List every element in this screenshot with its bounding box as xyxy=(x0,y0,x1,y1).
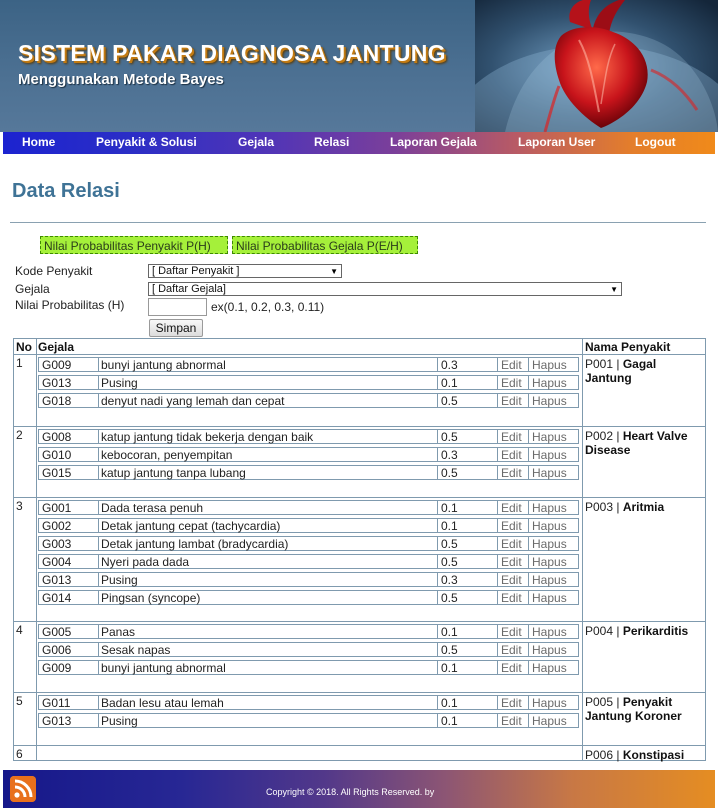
gejala-name: Pusing xyxy=(101,714,138,728)
edit-link[interactable]: Edit xyxy=(501,394,522,408)
cell-divider xyxy=(497,625,498,638)
cell-divider xyxy=(437,501,438,514)
header-banner xyxy=(0,0,718,132)
cell-divider xyxy=(528,714,529,727)
gejala-code: G006 xyxy=(42,643,72,657)
disease-code: P002 xyxy=(585,429,614,443)
table-row xyxy=(38,572,579,587)
cell-divider xyxy=(497,519,498,532)
table-row xyxy=(38,500,579,515)
table-border xyxy=(13,354,706,355)
probability-value: 0.5 xyxy=(441,430,458,444)
cell-divider xyxy=(98,537,99,550)
cell-divider xyxy=(437,643,438,656)
cell-divider xyxy=(528,573,529,586)
gejala-name: kebocoran, penyempitan xyxy=(101,448,233,462)
gejala-code: G013 xyxy=(42,376,72,390)
disease-name-cell: P001 | Gagal Jantung xyxy=(585,357,657,385)
edit-link[interactable]: Edit xyxy=(501,376,522,390)
hapus-link[interactable]: Hapus xyxy=(532,501,567,515)
cell-divider xyxy=(98,661,99,674)
probability-value: 0.5 xyxy=(441,555,458,569)
table-row xyxy=(38,429,579,444)
gejala-name: Panas xyxy=(101,625,136,639)
gejala-label: Gejala xyxy=(15,282,50,296)
footer xyxy=(3,770,715,808)
prob-penyakit-button[interactable]: Nilai Probabilitas Penyakit P(H) xyxy=(40,236,228,254)
disease-code: P006 xyxy=(585,748,614,762)
probability-value: 0.5 xyxy=(441,394,458,408)
edit-link[interactable]: Edit xyxy=(501,625,522,639)
dropdown-arrow-icon: ▼ xyxy=(610,285,618,294)
cell-divider xyxy=(497,501,498,514)
cell-divider xyxy=(497,696,498,709)
cell-divider xyxy=(497,376,498,389)
cell-divider xyxy=(528,519,529,532)
hapus-link[interactable]: Hapus xyxy=(532,537,567,551)
cell-divider xyxy=(437,625,438,638)
probability-value: 0.1 xyxy=(441,661,458,675)
disease-code: P001 xyxy=(585,357,614,371)
disease-name: Perikarditis xyxy=(622,624,689,638)
cell-divider xyxy=(497,591,498,604)
cell-divider xyxy=(528,643,529,656)
cell-divider xyxy=(98,555,99,568)
cell-divider xyxy=(497,394,498,407)
table-row xyxy=(38,554,579,569)
probability-value: 0.5 xyxy=(441,537,458,551)
table-row xyxy=(38,447,579,462)
gejala-name: Pingsan (syncope) xyxy=(101,591,201,605)
gejala-name: katup jantung tidak bekerja dengan baik xyxy=(101,430,314,444)
probability-value: 0.1 xyxy=(441,696,458,710)
divider xyxy=(10,222,706,223)
cell-divider xyxy=(98,696,99,709)
cell-divider xyxy=(437,430,438,443)
row-number: 2 xyxy=(16,428,23,442)
page-title: Data Relasi xyxy=(12,180,120,202)
copyright-text: Copyright © 2018. All Rights Reserved. by xyxy=(266,787,435,797)
probability-value: 0.1 xyxy=(441,501,458,515)
table-row xyxy=(38,624,579,639)
table-border xyxy=(13,338,14,761)
cell-divider xyxy=(98,625,99,638)
gejala-name: Sesak napas xyxy=(101,643,171,657)
cell-divider xyxy=(98,501,99,514)
gejala-code: G001 xyxy=(42,501,72,515)
gejala-code: G008 xyxy=(42,430,72,444)
column-header-gejala: Gejala xyxy=(38,340,75,354)
cell-divider xyxy=(528,448,529,461)
edit-link[interactable]: Edit xyxy=(501,448,522,462)
kode-penyakit-label: Kode Penyakit xyxy=(15,264,93,278)
hapus-link[interactable]: Hapus xyxy=(532,625,567,639)
nav-laporan-user[interactable]: Laporan User xyxy=(518,135,596,149)
cell-divider xyxy=(528,625,529,638)
simpan-button[interactable]: Simpan xyxy=(149,319,203,337)
hapus-link[interactable]: Hapus xyxy=(532,358,567,372)
cell-divider xyxy=(98,466,99,479)
prob-gejala-button[interactable]: Nilai Probabilitas Gejala P(E/H) xyxy=(232,236,418,254)
cell-divider xyxy=(98,430,99,443)
cell-divider xyxy=(437,448,438,461)
edit-link[interactable]: Edit xyxy=(501,591,522,605)
hapus-link[interactable]: Hapus xyxy=(532,643,567,657)
edit-link[interactable]: Edit xyxy=(501,643,522,657)
gejala-name: denyut nadi yang lemah dan cepat xyxy=(101,394,285,408)
table-row xyxy=(38,465,579,480)
nav-relasi[interactable]: Relasi xyxy=(314,135,350,149)
cell-divider xyxy=(528,358,529,371)
cell-divider xyxy=(437,573,438,586)
cell-divider xyxy=(437,591,438,604)
disease-name-cell: P003 | Aritmia xyxy=(585,500,665,514)
hapus-link[interactable]: Hapus xyxy=(532,519,567,533)
cell-divider xyxy=(497,430,498,443)
cell-divider xyxy=(528,696,529,709)
cell-divider xyxy=(497,555,498,568)
table-row xyxy=(38,375,579,390)
cell-divider xyxy=(497,714,498,727)
row-number: 3 xyxy=(16,499,23,513)
gejala-name: Nyeri pada dada xyxy=(101,555,190,569)
gejala-name: katup jantung tanpa lubang xyxy=(101,466,246,480)
cell-divider xyxy=(98,714,99,727)
cell-divider xyxy=(497,643,498,656)
dropdown-arrow-icon: ▼ xyxy=(330,267,338,276)
gejala-code: G013 xyxy=(42,573,72,587)
cell-divider xyxy=(497,661,498,674)
nav-penyakit-solusi[interactable]: Penyakit & Solusi xyxy=(96,135,197,149)
prob-input[interactable] xyxy=(148,298,207,316)
hapus-link[interactable]: Hapus xyxy=(532,555,567,569)
column-header-no: No xyxy=(16,340,32,354)
cell-divider xyxy=(98,591,99,604)
nav-gejala[interactable]: Gejala xyxy=(238,135,275,149)
cell-divider xyxy=(437,358,438,371)
table-border xyxy=(13,338,706,339)
cell-divider xyxy=(497,573,498,586)
nav-logout[interactable]: Logout xyxy=(635,135,676,149)
cell-divider xyxy=(437,537,438,550)
cell-divider xyxy=(98,573,99,586)
cell-divider xyxy=(497,358,498,371)
gejala-code: G015 xyxy=(42,466,72,480)
row-number: 5 xyxy=(16,694,23,708)
cell-divider xyxy=(528,430,529,443)
probability-value: 0.3 xyxy=(441,358,458,372)
table-border xyxy=(705,338,706,761)
disease-name-cell: P006 | Konstipasi xyxy=(585,748,685,762)
cell-divider xyxy=(98,519,99,532)
edit-link[interactable]: Edit xyxy=(501,537,522,551)
hapus-link[interactable]: Hapus xyxy=(532,430,567,444)
hapus-link[interactable]: Hapus xyxy=(532,661,567,675)
cell-divider xyxy=(437,519,438,532)
gejala-name: Pusing xyxy=(101,573,138,587)
prob-label: Nilai Probabilitas (H) xyxy=(15,298,125,312)
table-border xyxy=(13,497,706,498)
hapus-link[interactable]: Hapus xyxy=(532,696,567,710)
table-row xyxy=(38,393,579,408)
disease-name-continued: Jantung xyxy=(585,371,632,385)
cell-divider xyxy=(98,358,99,371)
cell-divider xyxy=(437,466,438,479)
row-number: 1 xyxy=(16,356,23,370)
edit-link[interactable]: Edit xyxy=(501,714,522,728)
kode-penyakit-value: [ Daftar Penyakit ] xyxy=(152,265,240,277)
probability-value: 0.5 xyxy=(441,643,458,657)
gejala-value: [ Daftar Gejala] xyxy=(152,283,226,295)
disease-name-continued: Disease xyxy=(585,443,631,457)
probability-value: 0.1 xyxy=(441,376,458,390)
hapus-link[interactable]: Hapus xyxy=(532,591,567,605)
disease-name: Aritmia xyxy=(622,500,665,514)
edit-link[interactable]: Edit xyxy=(501,430,522,444)
kode-penyakit-select[interactable] xyxy=(148,264,342,278)
cell-divider xyxy=(437,555,438,568)
edit-link[interactable]: Edit xyxy=(501,501,522,515)
hapus-link[interactable]: Hapus xyxy=(532,376,567,390)
disease-name: Penyakit xyxy=(622,695,673,709)
cell-divider xyxy=(497,466,498,479)
disease-name-cell: P005 | Penyakit Jantung Koroner xyxy=(585,695,682,723)
hapus-link[interactable]: Hapus xyxy=(532,394,567,408)
hapus-link[interactable]: Hapus xyxy=(532,573,567,587)
edit-link[interactable]: Edit xyxy=(501,358,522,372)
table-row xyxy=(38,357,579,372)
row-number: 4 xyxy=(16,623,23,637)
gejala-code: G013 xyxy=(42,714,72,728)
cell-divider xyxy=(437,394,438,407)
table-row xyxy=(38,590,579,605)
gejala-select[interactable] xyxy=(148,282,622,296)
hapus-link[interactable]: Hapus xyxy=(532,714,567,728)
table-row xyxy=(38,660,579,675)
table-border xyxy=(13,692,706,693)
table-border xyxy=(13,745,706,746)
cell-divider xyxy=(497,537,498,550)
disease-name-continued: Jantung Koroner xyxy=(585,709,682,723)
gejala-code: G018 xyxy=(42,394,72,408)
cell-divider xyxy=(437,661,438,674)
probability-value: 0.1 xyxy=(441,519,458,533)
probability-value: 0.1 xyxy=(441,625,458,639)
gejala-name: Pusing xyxy=(101,376,138,390)
cell-divider xyxy=(98,448,99,461)
disease-name-cell: P004 | Perikarditis xyxy=(585,624,689,638)
probability-value: 0.3 xyxy=(441,573,458,587)
nav-home[interactable]: Home xyxy=(22,135,56,149)
row-number: 6 xyxy=(16,747,23,761)
table-row xyxy=(38,518,579,533)
gejala-code: G004 xyxy=(42,555,72,569)
probability-value: 0.5 xyxy=(441,466,458,480)
rss-icon[interactable] xyxy=(10,776,36,802)
hapus-link[interactable]: Hapus xyxy=(532,448,567,462)
edit-link[interactable]: Edit xyxy=(501,573,522,587)
cell-divider xyxy=(437,714,438,727)
cell-divider xyxy=(528,394,529,407)
disease-name: Heart Valve xyxy=(622,429,688,443)
disease-name-cell: P002 | Heart Valve Disease xyxy=(585,429,688,457)
cell-divider xyxy=(528,537,529,550)
edit-link[interactable]: Edit xyxy=(501,696,522,710)
prob-hint: ex(0.1, 0.2, 0.3, 0.11) xyxy=(211,300,325,314)
edit-link[interactable]: Edit xyxy=(501,519,522,533)
relasi-table xyxy=(13,338,706,761)
cell-divider xyxy=(528,466,529,479)
cell-divider xyxy=(528,555,529,568)
gejala-code: G009 xyxy=(42,661,72,675)
app-subtitle: Menggunakan Metode Bayes xyxy=(18,71,224,88)
probability-value: 0.1 xyxy=(441,714,458,728)
gejala-code: G011 xyxy=(42,696,71,710)
disease-name: Konstipasi xyxy=(622,748,685,762)
edit-link[interactable]: Edit xyxy=(501,466,522,480)
table-border xyxy=(582,338,583,761)
table-row xyxy=(38,713,579,728)
table-row xyxy=(38,642,579,657)
gejala-code: G002 xyxy=(42,519,72,533)
nav-laporan-gejala[interactable]: Laporan Gejala xyxy=(390,135,477,149)
hapus-link[interactable]: Hapus xyxy=(532,466,567,480)
probability-value: 0.5 xyxy=(441,591,458,605)
gejala-name: Detak jantung lambat (bradycardia) xyxy=(101,537,289,551)
gejala-code: G003 xyxy=(42,537,72,551)
gejala-name: bunyi jantung abnormal xyxy=(101,358,226,372)
edit-link[interactable]: Edit xyxy=(501,555,522,569)
cell-divider xyxy=(98,376,99,389)
app-title: SISTEM PAKAR DIAGNOSA JANTUNG xyxy=(18,40,446,66)
gejala-code: G010 xyxy=(42,448,72,462)
disease-code: P005 xyxy=(585,695,614,709)
table-row xyxy=(38,695,579,710)
cell-divider xyxy=(437,696,438,709)
column-header-penyakit: Nama Penyakit xyxy=(585,340,671,354)
edit-link[interactable]: Edit xyxy=(501,661,522,675)
disease-name: Gagal xyxy=(622,357,657,371)
table-row xyxy=(38,536,579,551)
disease-code: P003 xyxy=(585,500,614,514)
gejala-code: G009 xyxy=(42,358,72,372)
table-border xyxy=(13,621,706,622)
cell-divider xyxy=(528,376,529,389)
cell-divider xyxy=(98,394,99,407)
table-border xyxy=(13,426,706,427)
gejala-code: G005 xyxy=(42,625,72,639)
cell-divider xyxy=(437,376,438,389)
cell-divider xyxy=(497,448,498,461)
main-nav xyxy=(3,132,715,154)
disease-code: P004 xyxy=(585,624,614,638)
cell-divider xyxy=(528,591,529,604)
probability-value: 0.3 xyxy=(441,448,458,462)
cell-divider xyxy=(528,501,529,514)
gejala-code: G014 xyxy=(42,591,72,605)
gejala-name: Badan lesu atau lemah xyxy=(101,696,224,710)
heart-illustration xyxy=(475,0,718,132)
gejala-name: Dada terasa penuh xyxy=(101,501,204,515)
gejala-name: bunyi jantung abnormal xyxy=(101,661,226,675)
table-border xyxy=(36,338,37,761)
cell-divider xyxy=(98,643,99,656)
cell-divider xyxy=(528,661,529,674)
gejala-name: Detak jantung cepat (tachycardia) xyxy=(101,519,281,533)
